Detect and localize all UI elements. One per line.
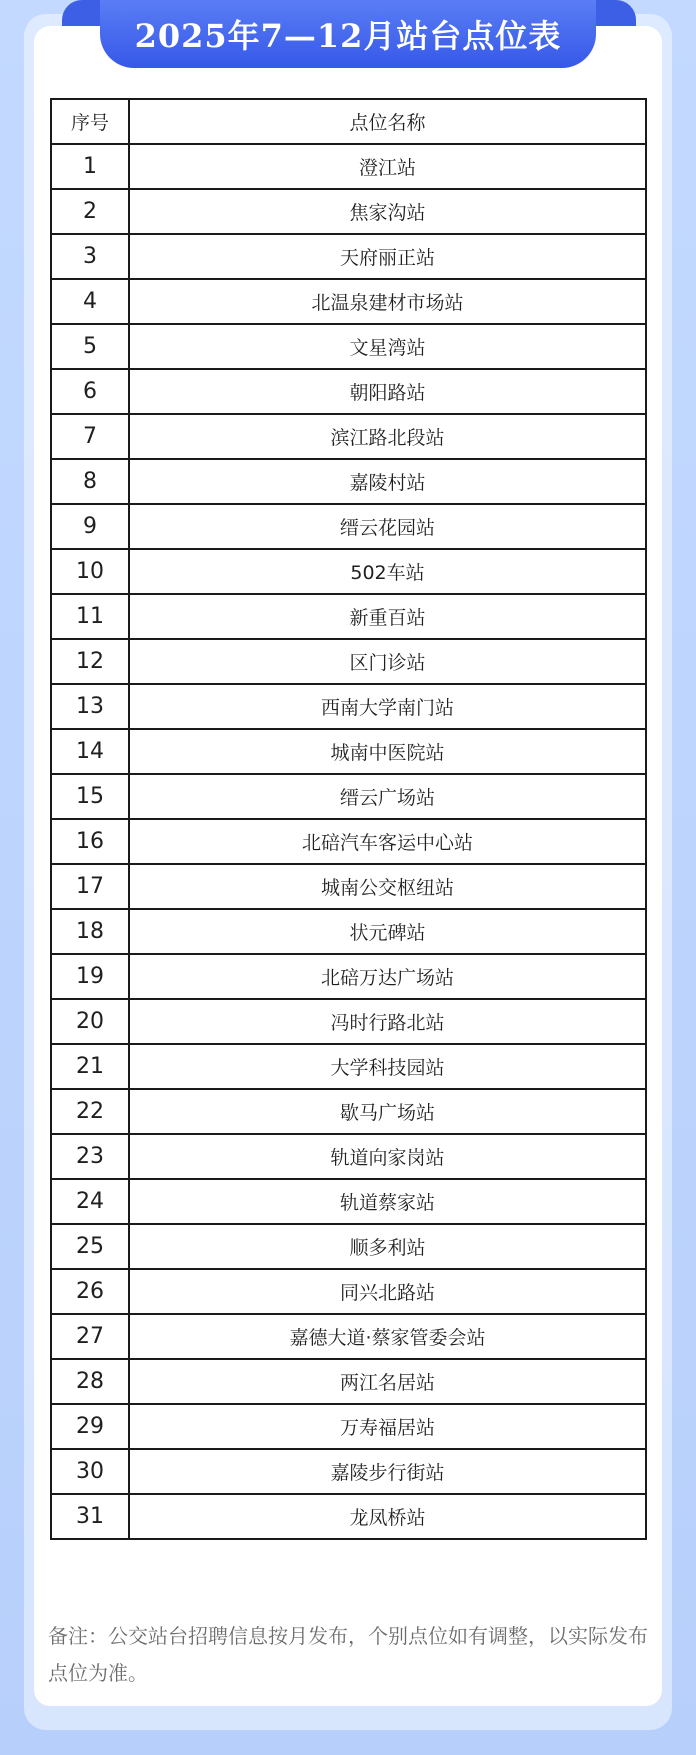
table-row — [51, 504, 646, 549]
station-name: 嘉陵步行街站 — [129, 1449, 646, 1494]
station-name: 滨江路北段站 — [129, 414, 646, 459]
banner-corner-left — [62, 0, 102, 26]
row-number: 27 — [51, 1314, 129, 1359]
table-row — [51, 1134, 646, 1179]
station-name: 万寿福居站 — [129, 1404, 646, 1449]
station-name: 大学科技园站 — [129, 1044, 646, 1089]
table-row — [51, 1404, 646, 1449]
row-number: 20 — [51, 999, 129, 1044]
row-number: 25 — [51, 1224, 129, 1269]
station-name: 北碚汽车客运中心站 — [129, 819, 646, 864]
station-name: 轨道向家岗站 — [129, 1134, 646, 1179]
station-name: 城南公交枢纽站 — [129, 864, 646, 909]
station-name: 区门诊站 — [129, 639, 646, 684]
table-row — [51, 1089, 646, 1134]
table-row — [51, 729, 646, 774]
table-row — [51, 279, 646, 324]
row-number: 17 — [51, 864, 129, 909]
row-number: 4 — [51, 279, 129, 324]
table-row — [51, 324, 646, 369]
station-name: 北温泉建材市场站 — [129, 279, 646, 324]
station-name: 缙云花园站 — [129, 504, 646, 549]
table-row — [51, 1359, 646, 1404]
station-name: 龙凤桥站 — [129, 1494, 646, 1539]
table-row — [51, 459, 646, 504]
table-row — [51, 189, 646, 234]
title-banner — [100, 0, 596, 68]
row-number: 28 — [51, 1359, 129, 1404]
station-name: 歇马广场站 — [129, 1089, 646, 1134]
table-header-row — [51, 99, 646, 144]
header-no: 序号 — [51, 99, 129, 144]
row-number: 12 — [51, 639, 129, 684]
table-row — [51, 864, 646, 909]
table-row — [51, 909, 646, 954]
table-row — [51, 1269, 646, 1314]
table-row — [51, 774, 646, 819]
row-number: 24 — [51, 1179, 129, 1224]
station-name: 状元碑站 — [129, 909, 646, 954]
station-name: 嘉德大道·蔡家管委会站 — [129, 1314, 646, 1359]
row-number: 31 — [51, 1494, 129, 1539]
row-number: 8 — [51, 459, 129, 504]
row-number: 7 — [51, 414, 129, 459]
table-row — [51, 1179, 646, 1224]
table-row — [51, 1044, 646, 1089]
row-number: 19 — [51, 954, 129, 999]
table-row — [51, 684, 646, 729]
page-title: 2025年7—12月站台点位表 — [134, 17, 562, 55]
table-row — [51, 234, 646, 279]
station-name: 嘉陵村站 — [129, 459, 646, 504]
table-row — [51, 414, 646, 459]
station-name: 冯时行路北站 — [129, 999, 646, 1044]
row-number: 3 — [51, 234, 129, 279]
row-number: 6 — [51, 369, 129, 414]
station-name: 502车站 — [129, 549, 646, 594]
header-name: 点位名称 — [129, 99, 646, 144]
row-number: 14 — [51, 729, 129, 774]
station-name: 焦家沟站 — [129, 189, 646, 234]
row-number: 13 — [51, 684, 129, 729]
row-number: 15 — [51, 774, 129, 819]
footnote: 备注：公交站台招聘信息按月发布，个别点位如有调整，以实际发布点位为准。 — [48, 1624, 648, 1685]
row-number: 2 — [51, 189, 129, 234]
station-name: 朝阳路站 — [129, 369, 646, 414]
station-table — [50, 98, 647, 1540]
station-name: 北碚万达广场站 — [129, 954, 646, 999]
station-name: 轨道蔡家站 — [129, 1179, 646, 1224]
table-row — [51, 819, 646, 864]
table-row — [51, 1494, 646, 1539]
station-name: 同兴北路站 — [129, 1269, 646, 1314]
table-body — [51, 144, 646, 1539]
table-row — [51, 999, 646, 1044]
table-row — [51, 1224, 646, 1269]
table-row — [51, 549, 646, 594]
row-number: 22 — [51, 1089, 129, 1134]
table-row — [51, 1449, 646, 1494]
row-number: 18 — [51, 909, 129, 954]
station-name: 顺多利站 — [129, 1224, 646, 1269]
banner-corner-right — [596, 0, 636, 26]
row-number: 16 — [51, 819, 129, 864]
station-name: 天府丽正站 — [129, 234, 646, 279]
table-row — [51, 954, 646, 999]
row-number: 21 — [51, 1044, 129, 1089]
table-row — [51, 639, 646, 684]
station-name: 文星湾站 — [129, 324, 646, 369]
station-name: 新重百站 — [129, 594, 646, 639]
table-row — [51, 594, 646, 639]
row-number: 11 — [51, 594, 129, 639]
station-name: 两江名居站 — [129, 1359, 646, 1404]
table-row — [51, 144, 646, 189]
table-row — [51, 369, 646, 414]
row-number: 29 — [51, 1404, 129, 1449]
row-number: 23 — [51, 1134, 129, 1179]
row-number: 1 — [51, 144, 129, 189]
row-number: 26 — [51, 1269, 129, 1314]
row-number: 5 — [51, 324, 129, 369]
station-name: 西南大学南门站 — [129, 684, 646, 729]
station-name: 澄江站 — [129, 144, 646, 189]
row-number: 9 — [51, 504, 129, 549]
station-name: 缙云广场站 — [129, 774, 646, 819]
row-number: 30 — [51, 1449, 129, 1494]
row-number: 10 — [51, 549, 129, 594]
table-row — [51, 1314, 646, 1359]
station-name: 城南中医院站 — [129, 729, 646, 774]
